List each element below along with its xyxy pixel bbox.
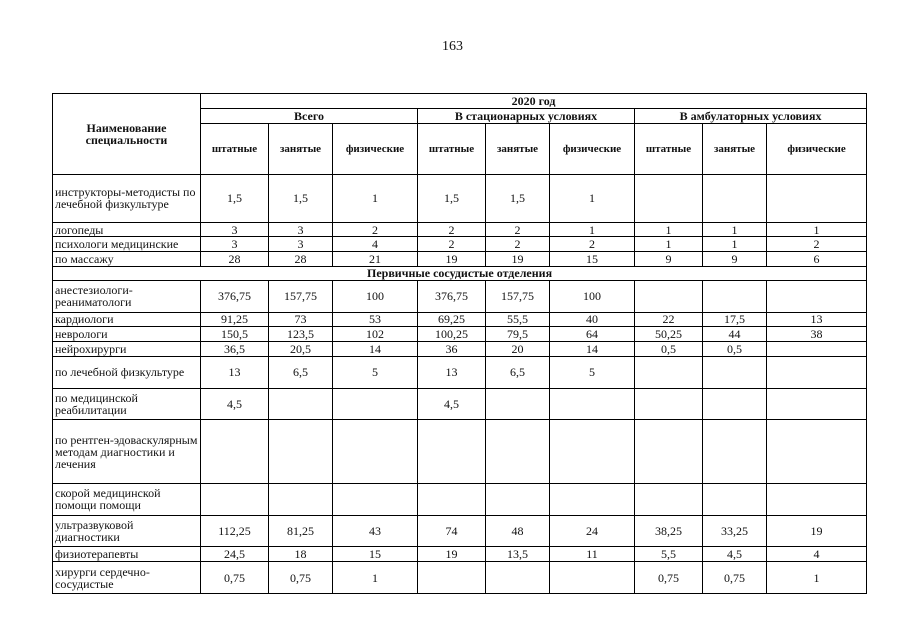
row-value-cell: 100 (333, 280, 418, 312)
row-value-cell (767, 280, 867, 312)
row-value-cell (767, 420, 867, 483)
header-occupied: занятые (269, 124, 333, 175)
row-value-cell: 5,5 (635, 547, 703, 562)
row-value-cell: 4 (333, 237, 418, 252)
row-value-cell (550, 562, 635, 594)
row-value-cell: 1 (767, 562, 867, 594)
row-specialty-name: хирурги сердечно-сосудистые (53, 562, 201, 594)
row-value-cell (418, 562, 486, 594)
row-specialty-name: по медицинской реабилитации (53, 388, 201, 420)
row-value-cell: 1,5 (418, 175, 486, 223)
row-value-cell: 15 (550, 252, 635, 267)
row-value-cell (550, 388, 635, 420)
row-value-cell (703, 483, 767, 515)
row-value-cell: 21 (333, 252, 418, 267)
row-value-cell: 6,5 (269, 356, 333, 388)
row-value-cell (269, 420, 333, 483)
row-value-cell: 13 (418, 356, 486, 388)
row-value-cell: 157,75 (269, 280, 333, 312)
row-value-cell: 36 (418, 342, 486, 357)
row-value-cell: 24 (550, 515, 635, 547)
row-specialty-name: скорой медицинской помощи помощи (53, 483, 201, 515)
row-value-cell: 3 (269, 222, 333, 237)
row-value-cell: 17,5 (703, 312, 767, 327)
row-specialty-name: по лечебной физкультуре (53, 356, 201, 388)
row-value-cell: 5 (333, 356, 418, 388)
row-value-cell: 40 (550, 312, 635, 327)
row-value-cell: 11 (550, 547, 635, 562)
row-value-cell: 79,5 (486, 327, 550, 342)
row-value-cell (486, 483, 550, 515)
row-value-cell: 44 (703, 327, 767, 342)
row-value-cell: 38 (767, 327, 867, 342)
row-value-cell: 36,5 (201, 342, 269, 357)
row-value-cell: 150,5 (201, 327, 269, 342)
table-body-top (53, 175, 867, 267)
row-value-cell (486, 420, 550, 483)
header-staffed: штатные (201, 124, 269, 175)
row-value-cell: 1 (635, 222, 703, 237)
row-value-cell: 1 (635, 237, 703, 252)
row-value-cell: 1 (703, 222, 767, 237)
row-value-cell: 14 (550, 342, 635, 357)
header-physical: физические (550, 124, 635, 175)
row-value-cell: 15 (333, 547, 418, 562)
row-value-cell: 6,5 (486, 356, 550, 388)
row-value-cell: 43 (333, 515, 418, 547)
row-value-cell: 123,5 (269, 327, 333, 342)
row-value-cell: 1 (550, 175, 635, 223)
row-value-cell: 102 (333, 327, 418, 342)
row-value-cell: 69,25 (418, 312, 486, 327)
row-value-cell: 13 (767, 312, 867, 327)
row-value-cell: 24,5 (201, 547, 269, 562)
row-value-cell: 2 (333, 222, 418, 237)
row-value-cell (418, 420, 486, 483)
row-value-cell (703, 280, 767, 312)
row-specialty-name: по массажу (53, 252, 201, 267)
row-value-cell (418, 483, 486, 515)
header-occupied: занятые (486, 124, 550, 175)
row-value-cell: 20,5 (269, 342, 333, 357)
row-specialty-name: неврологи (53, 327, 201, 342)
row-value-cell: 19 (486, 252, 550, 267)
row-value-cell: 1 (767, 222, 867, 237)
row-value-cell: 1 (703, 237, 767, 252)
row-value-cell (550, 420, 635, 483)
row-value-cell (201, 420, 269, 483)
table-row (53, 342, 867, 357)
row-value-cell: 376,75 (201, 280, 269, 312)
table-row (53, 222, 867, 237)
row-value-cell: 81,25 (269, 515, 333, 547)
row-value-cell: 1 (333, 562, 418, 594)
row-value-cell: 13 (201, 356, 269, 388)
row-value-cell (635, 483, 703, 515)
row-value-cell: 0,75 (635, 562, 703, 594)
row-value-cell: 5 (550, 356, 635, 388)
row-value-cell: 1,5 (201, 175, 269, 223)
row-value-cell: 18 (269, 547, 333, 562)
row-value-cell: 100,25 (418, 327, 486, 342)
table-row (53, 420, 867, 483)
row-value-cell: 19 (418, 252, 486, 267)
row-value-cell (635, 175, 703, 223)
row-value-cell: 19 (767, 515, 867, 547)
row-value-cell (269, 388, 333, 420)
row-value-cell: 48 (486, 515, 550, 547)
row-value-cell: 74 (418, 515, 486, 547)
table-row (53, 547, 867, 562)
row-value-cell: 73 (269, 312, 333, 327)
row-specialty-name: психологи медицинские (53, 237, 201, 252)
row-value-cell (703, 420, 767, 483)
header-specialty: Наименование специальности (53, 94, 201, 175)
header-group-total: Всего (201, 109, 418, 124)
row-value-cell: 22 (635, 312, 703, 327)
row-value-cell: 3 (201, 237, 269, 252)
row-value-cell: 6 (767, 252, 867, 267)
row-value-cell (703, 175, 767, 223)
row-value-cell: 1,5 (486, 175, 550, 223)
row-value-cell: 0,5 (635, 342, 703, 357)
row-value-cell: 9 (635, 252, 703, 267)
row-value-cell: 20 (486, 342, 550, 357)
row-value-cell: 2 (486, 222, 550, 237)
row-value-cell: 100 (550, 280, 635, 312)
header-occupied: занятые (703, 124, 767, 175)
table-row (53, 237, 867, 252)
row-value-cell: 0,5 (703, 342, 767, 357)
row-value-cell: 91,25 (201, 312, 269, 327)
row-specialty-name: инструкторы-методисты по лечебной физкультуре (53, 175, 201, 223)
table-row (53, 252, 867, 267)
row-value-cell: 3 (201, 222, 269, 237)
row-value-cell: 38,25 (635, 515, 703, 547)
row-value-cell: 0,75 (269, 562, 333, 594)
row-value-cell: 2 (486, 237, 550, 252)
row-value-cell (333, 388, 418, 420)
row-specialty-name: логопеды (53, 222, 201, 237)
row-value-cell: 64 (550, 327, 635, 342)
row-value-cell: 376,75 (418, 280, 486, 312)
row-value-cell (201, 483, 269, 515)
row-value-cell: 0,75 (201, 562, 269, 594)
row-value-cell: 2 (767, 237, 867, 252)
row-value-cell (486, 388, 550, 420)
row-value-cell: 14 (333, 342, 418, 357)
row-value-cell (767, 342, 867, 357)
row-value-cell: 1 (333, 175, 418, 223)
section-title: Первичные сосудистые отделения (53, 267, 867, 281)
table-body-section (53, 280, 867, 593)
table-row (53, 515, 867, 547)
table-row (53, 280, 867, 312)
row-value-cell: 53 (333, 312, 418, 327)
table-row (53, 562, 867, 594)
staffing-table (52, 93, 867, 594)
header-staffed: штатные (418, 124, 486, 175)
row-value-cell (333, 483, 418, 515)
row-value-cell (635, 420, 703, 483)
row-value-cell (635, 388, 703, 420)
row-value-cell (550, 483, 635, 515)
row-specialty-name: кардиологи (53, 312, 201, 327)
row-value-cell: 4,5 (703, 547, 767, 562)
row-value-cell: 0,75 (703, 562, 767, 594)
row-value-cell: 13,5 (486, 547, 550, 562)
row-value-cell: 28 (269, 252, 333, 267)
header-year: 2020 год (201, 94, 867, 109)
table-row (53, 175, 867, 223)
row-value-cell (703, 388, 767, 420)
table-row (53, 388, 867, 420)
header-group-inpatient: В стационарных условиях (418, 109, 635, 124)
row-value-cell: 28 (201, 252, 269, 267)
row-value-cell: 55,5 (486, 312, 550, 327)
row-value-cell: 2 (418, 222, 486, 237)
table-row (53, 312, 867, 327)
row-specialty-name: анестезиологи-реаниматологи (53, 280, 201, 312)
row-value-cell: 112,25 (201, 515, 269, 547)
row-value-cell: 50,25 (635, 327, 703, 342)
header-physical: физические (767, 124, 867, 175)
row-value-cell (635, 280, 703, 312)
row-value-cell (635, 356, 703, 388)
row-value-cell: 1 (550, 222, 635, 237)
row-specialty-name: нейрохирурги (53, 342, 201, 357)
row-value-cell (767, 388, 867, 420)
row-value-cell: 19 (418, 547, 486, 562)
row-specialty-name: ультразвуковой диагностики (53, 515, 201, 547)
page-number: 163 (442, 39, 463, 54)
header-physical: физические (333, 124, 418, 175)
row-value-cell: 4,5 (418, 388, 486, 420)
row-value-cell: 2 (418, 237, 486, 252)
row-value-cell (333, 420, 418, 483)
header-group-outpatient: В амбулаторных условиях (635, 109, 867, 124)
row-value-cell (703, 356, 767, 388)
row-value-cell: 1,5 (269, 175, 333, 223)
row-value-cell (269, 483, 333, 515)
table-row (53, 327, 867, 342)
table-row (53, 483, 867, 515)
row-value-cell: 9 (703, 252, 767, 267)
row-value-cell (767, 175, 867, 223)
row-value-cell (767, 356, 867, 388)
row-value-cell: 157,75 (486, 280, 550, 312)
header-staffed: штатные (635, 124, 703, 175)
row-value-cell: 4 (767, 547, 867, 562)
table-row (53, 356, 867, 388)
row-specialty-name: по рентген-эдоваскулярным методам диагностики и лечения (53, 420, 201, 483)
row-value-cell (767, 483, 867, 515)
row-value-cell: 33,25 (703, 515, 767, 547)
row-value-cell: 3 (269, 237, 333, 252)
row-specialty-name: физиотерапевты (53, 547, 201, 562)
row-value-cell: 2 (550, 237, 635, 252)
row-value-cell (486, 562, 550, 594)
row-value-cell: 4,5 (201, 388, 269, 420)
